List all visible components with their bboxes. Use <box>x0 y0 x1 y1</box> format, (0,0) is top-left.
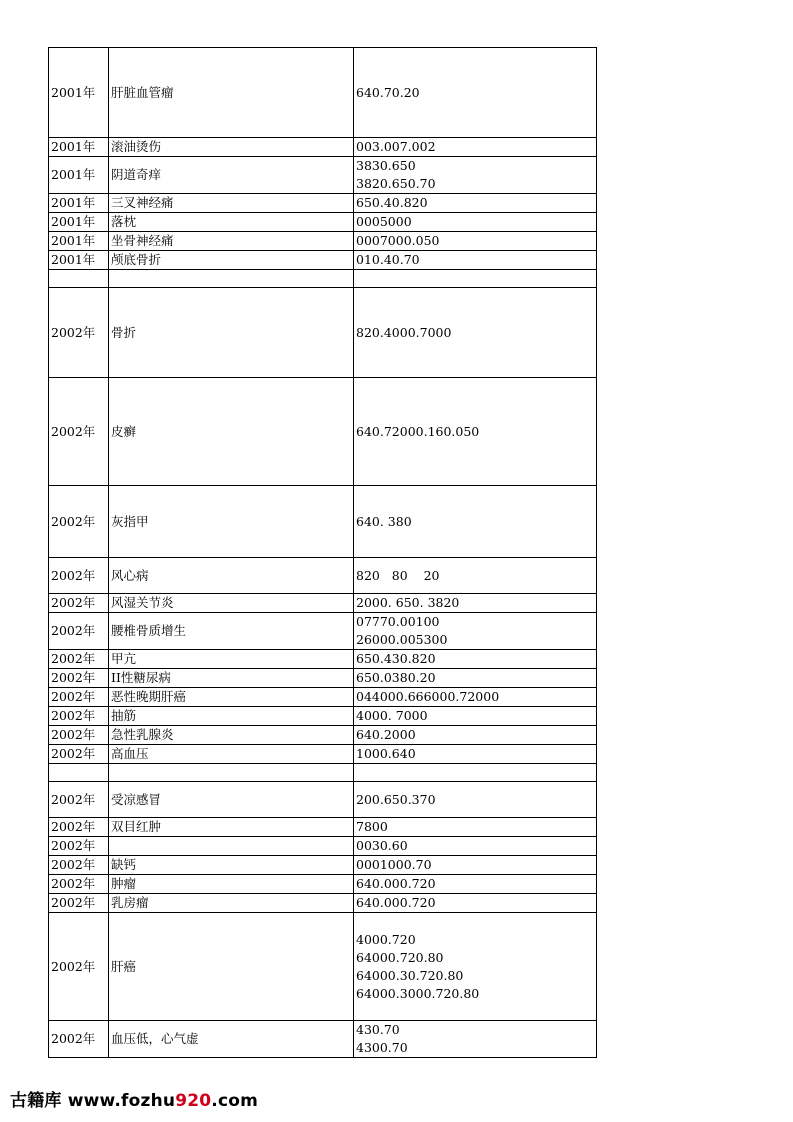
code-line: 640. 380 <box>356 513 412 529</box>
code-line: 3830.650 <box>356 158 416 173</box>
condition-cell: 恶性晚期肝癌 <box>109 688 354 707</box>
table-row <box>49 1021 597 1058</box>
code-line: 650.0380.20 <box>356 670 436 685</box>
code-cell <box>354 270 597 288</box>
code-line: 010.40.70 <box>356 252 420 267</box>
year-cell <box>49 270 109 288</box>
condition-cell: 阴道奇痒 <box>109 157 354 194</box>
code-cell <box>354 707 597 726</box>
code-line: 640.000.720 <box>356 895 436 910</box>
year-cell: 2002年 <box>49 726 109 745</box>
code-cell <box>354 613 597 650</box>
code-line: 640.72000.160.050 <box>356 423 480 439</box>
site-watermark <box>10 1086 258 1111</box>
table-row <box>49 782 597 818</box>
code-cell <box>354 875 597 894</box>
table-row <box>49 378 597 486</box>
condition-cell: 双目红肿 <box>109 818 354 837</box>
table-body <box>49 48 597 1058</box>
code-line: 0007000.050 <box>356 233 440 248</box>
condition-cell <box>109 837 354 856</box>
watermark-url-suffix: .com <box>211 1091 259 1111</box>
table-row <box>49 894 597 913</box>
year-cell: 2002年 <box>49 378 109 486</box>
year-cell: 2002年 <box>49 669 109 688</box>
year-cell: 2001年 <box>49 232 109 251</box>
table-row <box>49 745 597 764</box>
table-row <box>49 613 597 650</box>
code-line: 430.70 <box>356 1022 400 1037</box>
year-cell: 2001年 <box>49 213 109 232</box>
watermark-brand: 古籍库 <box>10 1091 62 1111</box>
code-cell <box>354 1021 597 1058</box>
condition-cell: 腰椎骨质增生 <box>109 613 354 650</box>
watermark-url-accent: 920 <box>175 1091 212 1111</box>
code-cell <box>354 486 597 558</box>
condition-cell: 落枕 <box>109 213 354 232</box>
code-line: 1000.640 <box>356 746 416 761</box>
condition-cell: 缺钙 <box>109 856 354 875</box>
table-row <box>49 288 597 378</box>
table-row <box>49 726 597 745</box>
code-line: 650.430.820 <box>356 651 436 666</box>
year-cell: 2001年 <box>49 157 109 194</box>
table-row <box>49 875 597 894</box>
table-row <box>49 157 597 194</box>
code-cell <box>354 745 597 764</box>
code-cell <box>354 213 597 232</box>
code-line: 640.2000 <box>356 727 416 742</box>
condition-cell: 风湿关节炎 <box>109 594 354 613</box>
code-table-sheet <box>48 47 596 1058</box>
code-cell <box>354 594 597 613</box>
year-cell: 2001年 <box>49 138 109 157</box>
code-cell <box>354 837 597 856</box>
code-line: 650.40.820 <box>356 195 428 210</box>
table-row <box>49 650 597 669</box>
table-row <box>49 194 597 213</box>
condition-cell: 肿瘤 <box>109 875 354 894</box>
code-table <box>48 47 597 1058</box>
year-cell: 2002年 <box>49 782 109 818</box>
year-cell <box>49 764 109 782</box>
code-line: 200.650.370 <box>356 791 436 807</box>
code-cell <box>354 764 597 782</box>
year-cell: 2001年 <box>49 251 109 270</box>
year-cell: 2002年 <box>49 613 109 650</box>
code-line: 2000. 650. 3820 <box>356 595 460 610</box>
code-cell <box>354 558 597 594</box>
condition-cell: 急性乳腺炎 <box>109 726 354 745</box>
year-cell: 2002年 <box>49 1021 109 1058</box>
code-line: 820 80 20 <box>356 567 440 583</box>
table-row <box>49 913 597 1021</box>
year-cell: 2002年 <box>49 650 109 669</box>
year-cell: 2001年 <box>49 48 109 138</box>
code-line: 64000.720.80 <box>356 949 444 965</box>
year-cell: 2002年 <box>49 688 109 707</box>
code-cell <box>354 48 597 138</box>
code-line: 003.007.002 <box>356 139 436 154</box>
year-cell: 2002年 <box>49 818 109 837</box>
year-cell: 2002年 <box>49 594 109 613</box>
code-cell <box>354 194 597 213</box>
code-line: 0005000 <box>356 214 412 229</box>
code-line: 64000.30.720.80 <box>356 967 464 983</box>
year-cell: 2002年 <box>49 707 109 726</box>
table-row <box>49 764 597 782</box>
condition-cell: 滚油烫伤 <box>109 138 354 157</box>
condition-cell: 颅底骨折 <box>109 251 354 270</box>
condition-cell: 肝脏血管瘤 <box>109 48 354 138</box>
code-line: 4000. 7000 <box>356 708 428 723</box>
code-cell <box>354 782 597 818</box>
code-line: 4000.720 <box>356 931 416 947</box>
condition-cell: 高血压 <box>109 745 354 764</box>
table-row <box>49 818 597 837</box>
table-row <box>49 707 597 726</box>
code-cell <box>354 669 597 688</box>
year-cell: 2002年 <box>49 894 109 913</box>
code-cell <box>354 856 597 875</box>
condition-cell: 甲亢 <box>109 650 354 669</box>
code-cell <box>354 688 597 707</box>
table-row <box>49 486 597 558</box>
condition-cell: 三叉神经痛 <box>109 194 354 213</box>
code-cell <box>354 288 597 378</box>
code-cell <box>354 157 597 194</box>
code-line: 640.70.20 <box>356 84 420 100</box>
condition-cell: 灰指甲 <box>109 486 354 558</box>
year-cell: 2001年 <box>49 194 109 213</box>
code-cell <box>354 138 597 157</box>
condition-cell: II性糖尿病 <box>109 669 354 688</box>
condition-cell: 肝癌 <box>109 913 354 1021</box>
watermark-url-prefix: www.fozhu <box>67 1091 176 1111</box>
year-cell: 2002年 <box>49 745 109 764</box>
code-cell <box>354 650 597 669</box>
code-line: 7800 <box>356 819 388 834</box>
table-row <box>49 232 597 251</box>
year-cell: 2002年 <box>49 288 109 378</box>
year-cell: 2002年 <box>49 837 109 856</box>
table-row <box>49 688 597 707</box>
table-row <box>49 558 597 594</box>
condition-cell: 皮癣 <box>109 378 354 486</box>
code-line: 820.4000.7000 <box>356 324 452 340</box>
code-line: 3820.650.70 <box>356 176 436 191</box>
code-line: 640.000.720 <box>356 876 436 891</box>
table-row <box>49 48 597 138</box>
table-row <box>49 138 597 157</box>
year-cell: 2002年 <box>49 913 109 1021</box>
code-line: 044000.666000.72000 <box>356 689 500 704</box>
year-cell: 2002年 <box>49 856 109 875</box>
condition-cell: 乳房瘤 <box>109 894 354 913</box>
table-row <box>49 251 597 270</box>
table-row <box>49 669 597 688</box>
condition-cell: 血压低，心气虚 <box>109 1021 354 1058</box>
table-row <box>49 856 597 875</box>
table-row <box>49 270 597 288</box>
condition-cell: 风心病 <box>109 558 354 594</box>
code-line: 64000.3000.720.80 <box>356 985 480 1001</box>
year-cell: 2002年 <box>49 875 109 894</box>
code-line: 0001000.70 <box>356 857 432 872</box>
code-cell <box>354 726 597 745</box>
code-line: 4300.70 <box>356 1040 408 1055</box>
code-cell <box>354 894 597 913</box>
condition-cell: 受凉感冒 <box>109 782 354 818</box>
code-line: 0030.60 <box>356 838 408 853</box>
condition-cell <box>109 764 354 782</box>
code-cell <box>354 913 597 1021</box>
condition-cell: 坐骨神经痛 <box>109 232 354 251</box>
code-cell <box>354 818 597 837</box>
code-cell <box>354 232 597 251</box>
code-cell <box>354 251 597 270</box>
year-cell: 2002年 <box>49 558 109 594</box>
table-row <box>49 837 597 856</box>
condition-cell <box>109 270 354 288</box>
table-row <box>49 594 597 613</box>
code-cell <box>354 378 597 486</box>
code-line: 07770.00100 <box>356 614 440 629</box>
year-cell: 2002年 <box>49 486 109 558</box>
condition-cell: 骨折 <box>109 288 354 378</box>
table-row <box>49 213 597 232</box>
condition-cell: 抽筋 <box>109 707 354 726</box>
code-line: 26000.005300 <box>356 632 448 647</box>
